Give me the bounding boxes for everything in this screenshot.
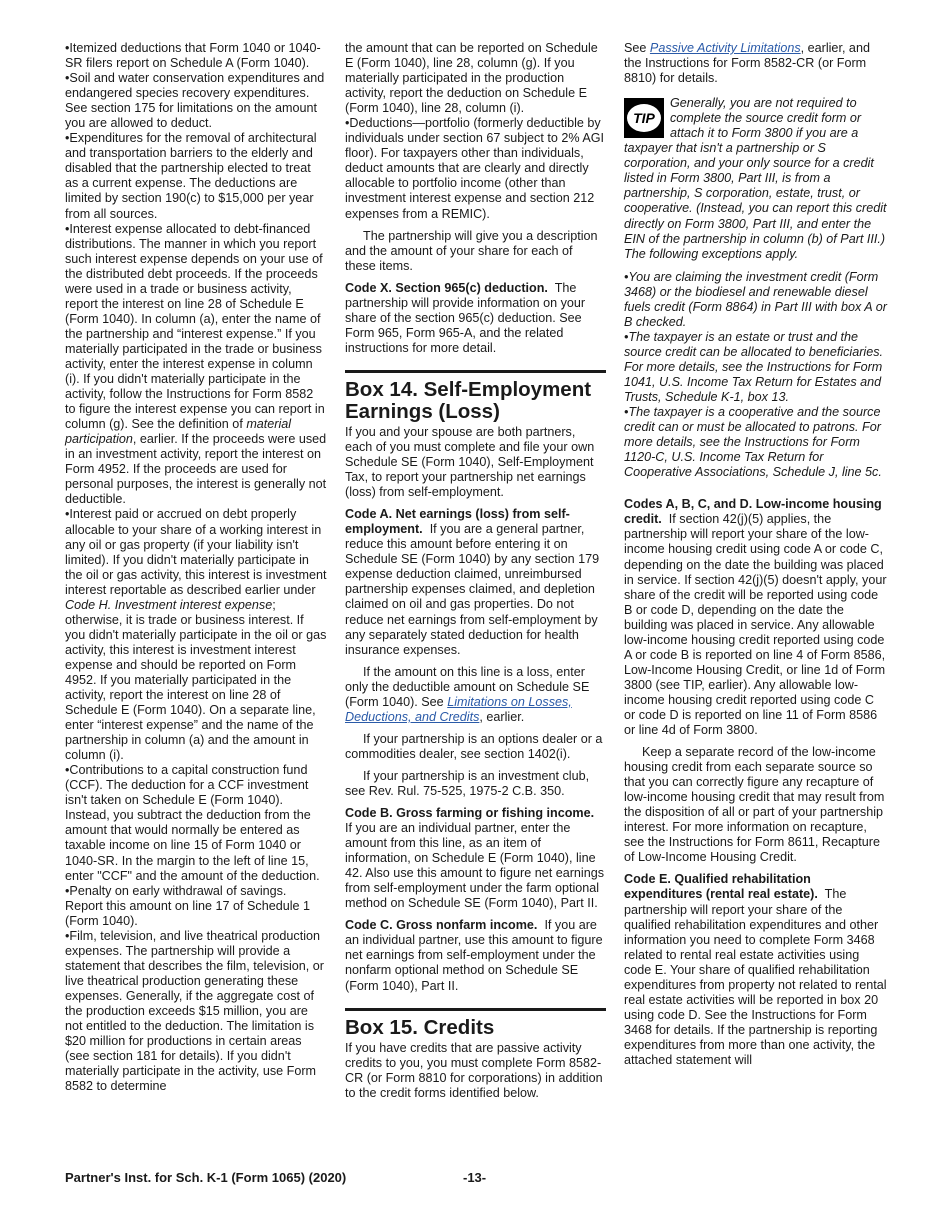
code-c-paragraph: Code C. Gross nonfarm income. If you are an individual partner, use this amount to figure net earnings from self-employment under the nonfarm optional method on Schedule SE (Form 1040), Part II. bbox=[345, 918, 603, 993]
list-item: •The taxpayer is an estate or trust and the source credit can be allocated to beneficiaries. For more details, see the Instructions for Form 1041, U.S. Income Tax Return for Estates and Trusts, Schedule K-1, box 13. bbox=[624, 329, 884, 405]
list-item: •Film, television, and live theatrical production expenses. The partnership will provide a statement that describes the film, television, or live theatrical production generating these expenses. Generally, if the aggregate cost of the production exceeds $15 million, you are not entitled to the deduction. The limitation is $20 million for productions in certain areas (see section 181 for details). If you didn't materially participate in the activity, use Form 8582 to determine bbox=[65, 928, 324, 1094]
codes-abcd-paragraph: Codes A, B, C, and D. Low-income housing credit. If section 42(j)(5) applies, the partnership will report your share of the low-income housing credit using code A or code C, depending on the date the building was placed in service. If section 42(j)(5) doesn't apply, your share of the credit will be reported using code B or code D, depending on the date the building was placed in service. Any allowable low-income housing credit reported using code A or code B is reported on line 4 of Form 8586, Low-Income Housing Credit, or line 1d of Form 3800 (see TIP, earlier). Any allowable low-income housing credit reported using code C or code D is reported on line 11 of Form 8586 or line 4d of Form 3800. bbox=[624, 497, 887, 738]
paragraph: If your partnership is an options dealer or a commodities dealer, see section 1402(i). bbox=[345, 731, 603, 761]
page-number: -13- bbox=[463, 1170, 487, 1185]
column-left bbox=[65, 41, 327, 1094]
tip-icon bbox=[624, 98, 664, 138]
paragraph: Keep a separate record of the low-income housing credit from each separate source so that you can correctly figure any recapture of low-income housing credit that may result from the disposition of all or part of your partnership interest. For more information on recapture, see the Instructions for Form 8611, Recapture of Low-Income Housing Credit. bbox=[624, 745, 885, 865]
column-middle bbox=[345, 41, 606, 1108]
code-x-paragraph: Code X. Section 965(c) deduction. The partnership will provide information on your share of the section 965(c) deduction. See Form 965, Form 965-A, and the related instructions for more detail. bbox=[345, 280, 586, 355]
paragraph: If you and your spouse are both partners, each of you must complete and file your own Schedule SE (Form 1040), Self-Employment Tax, to report your partnership net earnings (loss) from self-employment. bbox=[345, 424, 595, 500]
list-item: •Expenditures for the removal of architectural and transportation barriers to the elderly and disabled that the partnership elected to treat as a current expense. The deductions are limited by section 190(c) to $15,000 per year from all sources. bbox=[65, 131, 317, 221]
list-item: •Penalty on early withdrawal of savings. Report this amount on line 17 of Schedule 1 (Form 1040). bbox=[65, 883, 311, 928]
list-item: •Deductions—portfolio (formerly deductible by individuals under section 67 subject to 2% AGI floor). For taxpayers other than individuals, deduct amounts that are clearly and directly allocable to portfolio income (other than investment interest expense and section 212 expenses from a REMIC). bbox=[345, 116, 605, 221]
footer-title: Partner's Inst. for Sch. K-1 (Form 1065) (2020) bbox=[65, 1170, 347, 1185]
list-item: •Interest paid or accrued on debt properly allocable to your share of a working interest in any oil or gas property (if your liability isn't limited). If you didn't materially participate in the oil or gas activity, this interest is investment interest reportable as described earlier under Code H. Investment interest expense; otherwise, it is trade or business interest. If you didn't materially participate in the oil or gas activity, this interest is investment interest expense and should be reported on Form 4952. If you materially participated in the activity, report the interest on line 28 of Schedule E (Form 1040). On a separate line, enter “interest expense” and the name of the partnership in column (a) and the amount in column (i). bbox=[65, 507, 327, 763]
section-divider bbox=[345, 1008, 606, 1011]
tip-icon-label: TIP bbox=[633, 110, 655, 127]
page-footer bbox=[65, 1170, 885, 1185]
paragraph: The partnership will give you a description and the amount of your share for each of these items. bbox=[345, 228, 598, 273]
list-item: •Soil and water conservation expenditures and endangered species recovery expenditures. See section 175 for limitations on the amount you are allowed to deduct. bbox=[65, 71, 325, 131]
code-b-paragraph: Code B. Gross farming or fishing income. If you are an individual partner, enter the amount from this line, as an item of information, on Schedule E (Form 1040), line 42. Also use this amount to figure net earnings from self-employment under the farm optional method on Schedule SE (Form 1040), Part II. bbox=[345, 806, 605, 911]
paragraph: If the amount on this line is a loss, enter only the deductible amount on Schedule SE (Form 1040). See Limitations on Losses, Deductions, and Credits, earlier. bbox=[345, 664, 590, 724]
paragraph: See Passive Activity Limitations, earlier, and the Instructions for Form 8582-CR (or Form 8810) for details. bbox=[624, 41, 870, 86]
paragraph: If you have credits that are passive activity credits to you, you must complete Form 8582-CR (or Form 8810 for corporations) in addition to the credit forms identified below. bbox=[345, 1040, 603, 1100]
passive-activity-link[interactable]: Passive Activity Limitations bbox=[649, 41, 801, 55]
limitations-link[interactable]: Limitations on Losses, Deductions, and Credits bbox=[345, 694, 572, 724]
tip-block bbox=[624, 96, 888, 262]
paragraph: the amount that can be reported on Schedule E (Form 1040), line 28, column (g). If you materially participated in the production activity, report the deduction on Schedule E (Form 1040), line 28, column (i). bbox=[345, 41, 598, 116]
code-e-paragraph: Code E. Qualified rehabilitation expenditures (rental real estate). The partnership will report your share of the qualified rehabilitation expenditures and other information you need to complete Form 3468 related to rental real estate activities using code E. Your share of qualified rehabilitation expenditures from property not related to rental real estate activities will be reported in box 20 using code D. See the Instructions for Form 3468 for details. If the partnership is reporting expenditures from more than one activity, the attached statement will bbox=[624, 872, 887, 1067]
list-item: •Interest expense allocated to debt-financed distributions. The manner in which you report such interest expense depends on your use of the distributed debt proceeds. If the proceeds were used in a trade or business activity, report the interest on line 28 of Schedule E (Form 1040). In column (a), enter the name of the partnership and “interest expense.” If you materially participated in the trade or business activity, enter the interest expense in column (i). If you didn't materially participate in the activity, follow the Instructions for Form 8582 to figure the interest expense you can report in column (g). See the definition of material participation, earlier. If the proceeds were used in an investment activity, report the interest on Form 4952. If the proceeds are used for personal purposes, the interest is generally not deductible. bbox=[65, 221, 327, 507]
list-item: •The taxpayer is a cooperative and the source credit can or must be allocated to patrons. For more details, see the Instructions for Form 1120-C, U.S. Income Tax Return for Cooperative Associations, Schedule J, line 5c. bbox=[624, 405, 882, 480]
list-item: •Itemized deductions that Form 1040 or 1040-SR filers report on Schedule A (Form 1040). bbox=[65, 41, 321, 71]
box14-heading: Box 14. Self-Employment Earnings (Loss) bbox=[345, 377, 592, 423]
column-right bbox=[624, 41, 888, 1075]
list-item: •You are claiming the investment credit (Form 3468) or the biodiesel and renewable diesel fuels credit (Form 8864) in Part III with box A or B checked. bbox=[624, 269, 887, 329]
list-item: •Contributions to a capital construction fund (CCF). The deduction for a CCF investment isn't taken on Schedule E (Form 1040). Instead, you subtract the deduction from the amount that would normally be entered as taxable income on line 15 of Form 1040 or 1040-SR. In the margin to the left of line 15, enter "CCF" and the amount of the deduction. bbox=[65, 763, 320, 883]
box15-heading: Box 15. Credits bbox=[345, 1015, 495, 1039]
section-divider bbox=[345, 370, 606, 373]
code-a-paragraph: Code A. Net earnings (loss) from self-employment. If you are a general partner, reduce this amount before entering it on Schedule SE (Form 1040) by any section 179 expense deduction claimed, unreimbursed partnership expenses claimed, and depletion claimed on oil and gas properties. Do not reduce net earnings from self-employment by any separately stated deduction for health insurance expenses. bbox=[345, 507, 600, 657]
tip-text: Generally, you are not required to complete the source credit form or attach it to Form 3800 if you are a taxpayer that isn't a partnership or S corporation, and your only source for a credit listed in Form 3800, Part III, is from a partnership, S corporation, estate, trust, or cooperative. (Instead, you can report this credit directly on Form 3800, Part III, and enter the EIN of the partnership in column (b) of Part III.) The following exceptions apply. bbox=[624, 96, 887, 261]
paragraph: If your partnership is an investment club, see Rev. Rul. 75-525, 1975-2 C.B. 350. bbox=[345, 768, 590, 798]
